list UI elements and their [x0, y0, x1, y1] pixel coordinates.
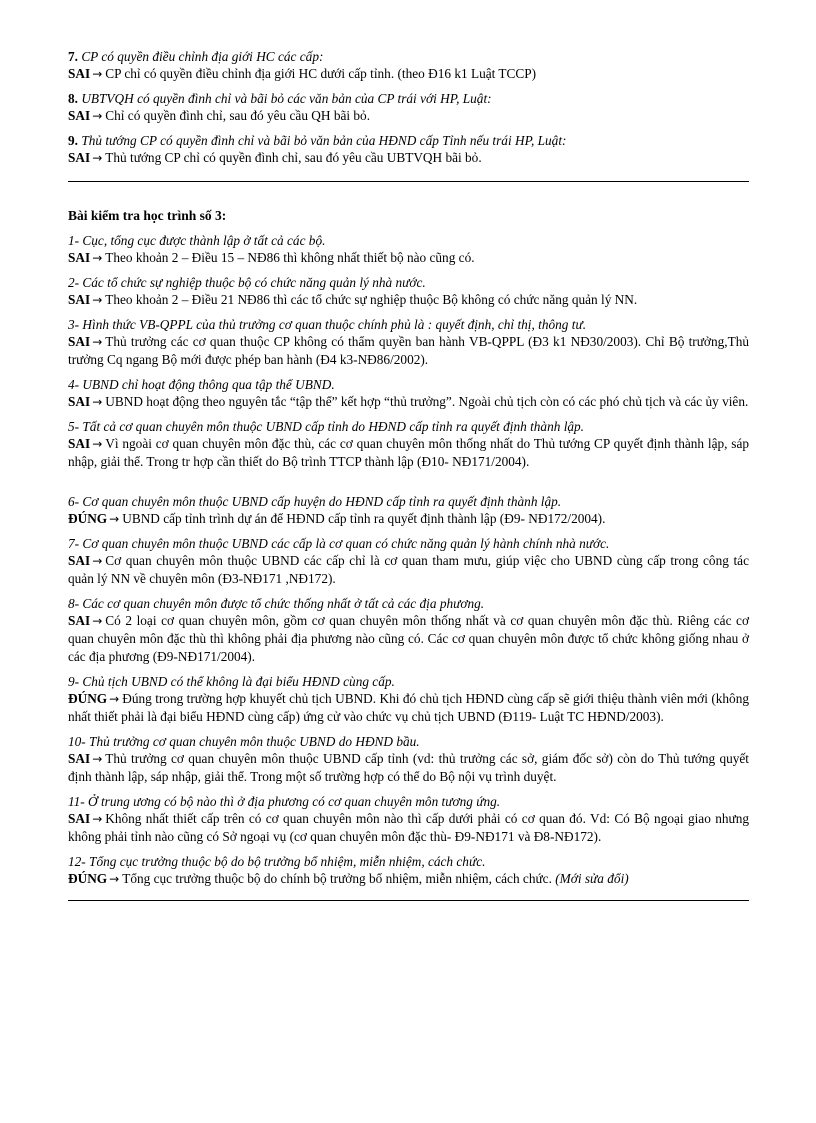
answer: SAI → Cơ quan chuyên môn thuộc UBND các cấp chỉ là cơ quan tham mưu, giúp việc cho UBND cùng cấp trong công tác quản lý NN về chuyên môn (Đ3-NĐ171 ,NĐ172).: [68, 553, 749, 586]
arrow-right-icon: →: [109, 872, 120, 886]
verdict-label: SAI: [68, 150, 91, 165]
list-item: [68, 376, 749, 411]
answer: SAI → Không nhất thiết cấp trên có cơ quan chuyên môn nào thì cấp dưới phải có cơ quan đó. Vd: Có Bộ ngoại giao nhưng không phải tỉnh nào cũng có Sở ngoại vụ (cơ quan chuyên môn đặc thù- Đ9-NĐ171 và Đ8-NĐ172).: [68, 811, 749, 844]
question: 3- Hình thức VB-QPPL của thủ trưởng cơ quan thuộc chính phủ là : quyết định, chỉ thị, thông tư.: [68, 317, 587, 332]
question: 7- Cơ quan chuyên môn thuộc UBND các cấp là cơ quan có chức năng quản lý hành chính nhà nước.: [68, 536, 610, 551]
answer: SAI → Vì ngoài cơ quan chuyên môn đặc thù, các cơ quan chuyên môn thống nhất do Thủ tướng CP quyết định thành lập, sáp nhập, giải thể. Trong tr hợp cần thiết do Bộ trình TTCP thành lập (Đ10- NĐ171/2004).: [68, 436, 749, 469]
answer: SAI → Thủ tướng CP chỉ có quyền đình chỉ, sau đó yêu cầu UBTVQH bãi bỏ.: [68, 150, 482, 165]
question: 7. CP có quyền điều chỉnh địa giới HC các cấp:: [68, 49, 324, 64]
question: 12- Tổng cục trưởng thuộc bộ do bộ trưởng bổ nhiệm, miễn nhiệm, cách chức.: [68, 854, 486, 869]
answer: SAI → Theo khoản 2 – Điều 21 NĐ86 thì các tổ chức sự nghiệp thuộc Bộ không có chức năng quản lý NN.: [68, 292, 638, 307]
answer: SAI → Thủ trưởng cơ quan chuyên môn thuộc UBND cấp tỉnh (vd: thủ trưởng các sở, giám đốc sở) còn do Thủ tướng quyết định thành lập, sáp nhập, giải thể. Trong một số trường hợp có thể do Bộ nội vụ trình duyệt.: [68, 751, 749, 784]
question: 11- Ở trung ương có bộ nào thì ở địa phương có cơ quan chuyên môn tương ứng.: [68, 794, 501, 809]
answer: ĐÚNG → Tổng cục trưởng thuộc bộ do chính bộ trưởng bổ nhiệm, miễn nhiệm, cách chức. (Mới sửa đổi): [68, 871, 629, 886]
arrow-right-icon: →: [92, 293, 103, 307]
verdict-label: SAI: [68, 613, 91, 628]
arrow-right-icon: →: [92, 812, 103, 826]
list-item: [68, 733, 749, 786]
arrow-right-icon: →: [92, 437, 103, 451]
question: 9. Thủ tướng CP có quyền đình chỉ và bãi bỏ văn bản của HĐND cấp Tỉnh nếu trái HP, Luật:: [68, 133, 567, 148]
verdict-label: SAI: [68, 751, 91, 766]
list-item: [68, 418, 749, 471]
list-item: [68, 493, 749, 528]
arrow-right-icon: →: [92, 151, 103, 165]
verdict-label: ĐÚNG: [68, 511, 108, 526]
verdict-label: SAI: [68, 108, 91, 123]
answer: ĐÚNG → Đúng trong trường hợp khuyết chủ tịch UBND. Khi đó chủ tịch HĐND cùng cấp sẽ giới thiệu thành viên mới (không nhất thiết phải là đại biểu HĐND cùng cấp) ứng cử vào chức vụ chủ tịch UBND (Đ119- Luật TC HĐND/2003).: [68, 691, 749, 724]
question: 9- Chủ tịch UBND có thể không là đại biểu HĐND cùng cấp.: [68, 674, 395, 689]
arrow-right-icon: →: [109, 692, 120, 706]
list-item: [68, 793, 749, 846]
bottom-divider: [68, 900, 749, 901]
verdict-label: SAI: [68, 553, 91, 568]
arrow-right-icon: →: [92, 335, 103, 349]
verdict-label: ĐÚNG: [68, 691, 108, 706]
list-item: [68, 853, 749, 888]
document-page: [68, 48, 749, 901]
verdict-label: SAI: [68, 436, 91, 451]
arrow-right-icon: →: [92, 67, 103, 81]
verdict-label: SAI: [68, 250, 91, 265]
verdict-label: SAI: [68, 334, 91, 349]
list-item: [68, 48, 749, 83]
answer: SAI → Chỉ có quyền đình chỉ, sau đó yêu cầu QH bãi bỏ.: [68, 108, 371, 123]
verdict-label: SAI: [68, 292, 91, 307]
arrow-right-icon: →: [92, 752, 103, 766]
list-item: [68, 232, 749, 267]
section-divider: [68, 181, 749, 182]
question: 8- Các cơ quan chuyên môn được tổ chức thống nhất ở tất cả các địa phương.: [68, 596, 485, 611]
arrow-right-icon: →: [109, 512, 120, 526]
verdict-label: ĐÚNG: [68, 871, 108, 886]
answer: SAI → Có 2 loại cơ quan chuyên môn, gồm cơ quan chuyên môn thống nhất và cơ quan chuyên môn đặc thù. Riêng các cơ quan chuyên môn đặc thù thì không phải địa phương nào cũng có. Các cơ quan chuyên môn được tổ chức không giống nhau ở các địa phương (Đ9-NĐ171/2004).: [68, 613, 749, 664]
arrow-right-icon: →: [92, 554, 103, 568]
revision-note: (Mới sửa đổi): [555, 871, 629, 886]
question: 2- Các tổ chức sự nghiệp thuộc bộ có chức năng quản lý nhà nước.: [68, 275, 426, 290]
question: 8. UBTVQH có quyền đình chỉ và bãi bỏ các văn bản của CP trái với HP, Luật:: [68, 91, 492, 106]
list-item: [68, 274, 749, 309]
verdict-label: SAI: [68, 66, 91, 81]
verdict-label: SAI: [68, 811, 91, 826]
answer: ĐÚNG → UBND cấp tỉnh trình dự án để HĐND cấp tỉnh ra quyết định thành lập (Đ9- NĐ172/2004).: [68, 511, 606, 526]
answer: SAI → CP chỉ có quyền điều chỉnh địa giới HC dưới cấp tỉnh. (theo Đ16 k1 Luật TCCP): [68, 66, 537, 81]
list-item: [68, 90, 749, 125]
list-item: [68, 595, 749, 666]
question: 5- Tất cả cơ quan chuyên môn thuộc UBND cấp tỉnh do HĐND cấp tỉnh ra quyết định thành lập.: [68, 419, 585, 434]
section-title: Bài kiểm tra học trình số 3:: [68, 208, 227, 223]
answer: SAI → Theo khoản 2 – Điều 15 – NĐ86 thì không nhất thiết bộ nào cũng có.: [68, 250, 475, 265]
answer: SAI → Thủ trưởng các cơ quan thuộc CP không có thẩm quyền ban hành VB-QPPL (Đ3 k1 NĐ30/2003). Chỉ Bộ trưởng,Thủ trưởng Cq ngang Bộ mới được phép ban hành (Đ4 k3-NĐ86/2002).: [68, 334, 749, 367]
list-item: [68, 673, 749, 726]
arrow-right-icon: →: [92, 251, 103, 265]
list-item: [68, 132, 749, 167]
answer: SAI → UBND hoạt động theo nguyên tắc “tập thể” kết hợp “thủ trưởng”. Ngoài chủ tịch còn có các phó chủ tịch và các ủy viên.: [68, 394, 749, 409]
question: 4- UBND chỉ hoạt động thông qua tập thể UBND.: [68, 377, 335, 392]
list-item: [68, 316, 749, 369]
question: 6- Cơ quan chuyên môn thuộc UBND cấp huyện do HĐND cấp tỉnh ra quyết định thành lập.: [68, 494, 562, 509]
verdict-label: SAI: [68, 394, 91, 409]
arrow-right-icon: →: [92, 614, 103, 628]
list-item: [68, 535, 749, 588]
arrow-right-icon: →: [92, 395, 103, 409]
arrow-right-icon: →: [92, 109, 103, 123]
question: 1- Cục, tổng cục được thành lập ở tất cả các bộ.: [68, 233, 326, 248]
question: 10- Thủ trưởng cơ quan chuyên môn thuộc UBND do HĐND bầu.: [68, 734, 420, 749]
